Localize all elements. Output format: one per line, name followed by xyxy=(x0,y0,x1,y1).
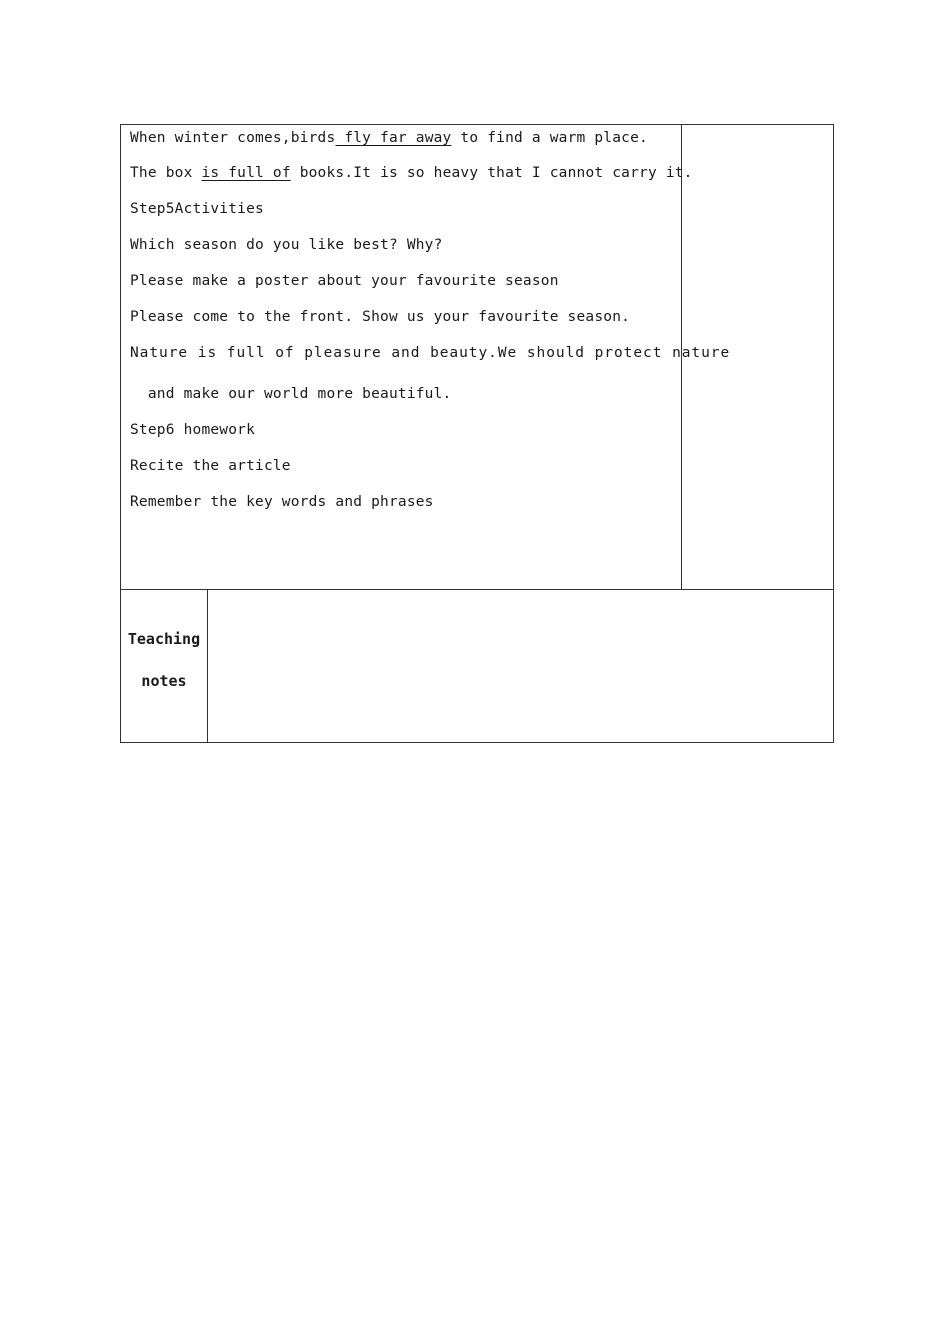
text-line-front: Please come to the front. Show us your favourite season. xyxy=(130,309,631,325)
procedure-content-cell xyxy=(121,125,731,589)
teaching-notes-label-line1: Teaching xyxy=(127,630,201,648)
text-segment: to find a warm place. xyxy=(451,130,648,146)
underlined-phrase: fly far away xyxy=(335,130,452,146)
text-line-remember: Remember the key words and phrases xyxy=(130,494,434,510)
side-notes-cell xyxy=(682,125,833,589)
text-line-nature: Nature is full of pleasure and beauty.We should protect nature xyxy=(130,345,731,361)
teaching-notes-cell xyxy=(208,590,833,742)
step5-heading: Step5Activities xyxy=(130,201,264,217)
text-segment: When winter comes,birds xyxy=(130,130,336,146)
text-line-question: Which season do you like best? Why? xyxy=(130,237,443,253)
underlined-phrase: is full of xyxy=(201,165,291,181)
teaching-notes-label-line2: notes xyxy=(141,672,187,690)
text-line-poster: Please make a poster about your favourite season xyxy=(130,273,559,289)
text-line-winter xyxy=(130,130,648,146)
teaching-notes-row xyxy=(121,590,833,742)
text-line-box xyxy=(130,165,693,181)
lesson-plan-table xyxy=(120,124,834,743)
teaching-notes-label-cell xyxy=(121,590,208,742)
text-line-world: and make our world more beautiful. xyxy=(130,386,452,402)
procedure-row xyxy=(121,125,833,590)
text-line-recite: Recite the article xyxy=(130,458,291,474)
text-segment: The box xyxy=(130,165,202,181)
step6-heading: Step6 homework xyxy=(130,422,256,438)
text-segment: books.It is so heavy that I cannot carry it. xyxy=(290,165,693,181)
